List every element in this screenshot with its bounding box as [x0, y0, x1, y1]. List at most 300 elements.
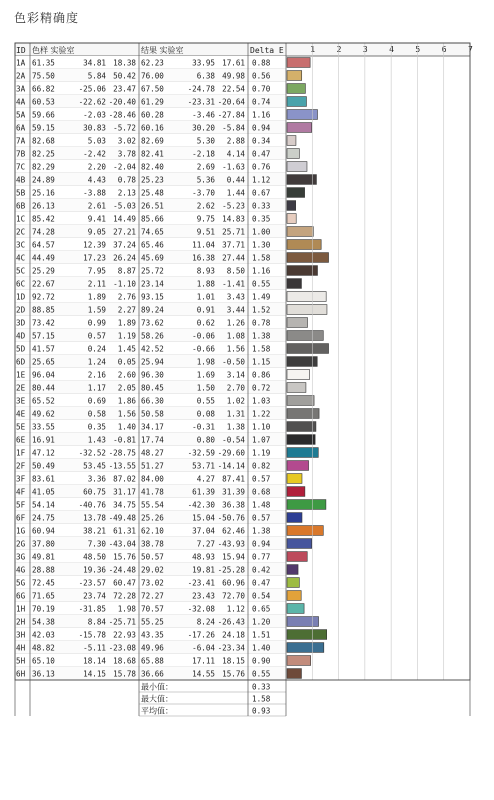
header-id: ID — [16, 46, 26, 55]
row-ref-b: -2.04 — [113, 162, 136, 172]
delta-e-bar — [287, 396, 314, 406]
row-ref-a: 13.78 — [83, 513, 106, 523]
row-meas-a: 11.04 — [192, 240, 215, 250]
row-meas-b: -5.84 — [222, 123, 245, 133]
row-ref-a: 48.50 — [83, 552, 106, 562]
row-meas-l: 76.00 — [141, 71, 164, 81]
row-ref-b: -5.72 — [113, 123, 136, 133]
row-meas-a: 1.50 — [196, 383, 215, 393]
delta-e-bar — [287, 253, 329, 263]
row-delta-e: 0.70 — [252, 84, 271, 94]
row-ref-b: 15.76 — [113, 552, 136, 562]
row-ref-b: 61.31 — [113, 526, 136, 536]
delta-e-bar — [287, 383, 306, 393]
row-delta-e: 1.38 — [252, 331, 271, 341]
row-ref-a: -23.57 — [78, 578, 106, 588]
row-ref-b: -43.04 — [108, 539, 136, 549]
row-ref-b: 1.45 — [117, 344, 136, 354]
row-meas-b: -14.14 — [217, 461, 245, 471]
row-ref-a: 34.81 — [83, 58, 106, 68]
row-meas-a: 53.71 — [192, 461, 215, 471]
row-ref-a: -22.62 — [78, 97, 106, 107]
row-meas-a: 1.69 — [196, 370, 215, 380]
row-meas-b: 62.46 — [222, 526, 245, 536]
row-meas-l: 67.50 — [141, 84, 164, 94]
row-ref-b: -49.48 — [108, 513, 136, 523]
delta-e-bar — [287, 500, 326, 510]
row-delta-e: 1.30 — [252, 240, 271, 250]
row-ref-b: 22.93 — [113, 630, 136, 640]
row-id: 7A — [16, 136, 26, 146]
row-ref-a: 14.15 — [83, 669, 106, 679]
row-ref-b: 1.19 — [117, 331, 136, 341]
row-meas-a: 8.24 — [196, 617, 215, 627]
row-ref-l: 49.81 — [32, 552, 55, 562]
delta-e-bar — [287, 240, 321, 250]
row-ref-l: 80.44 — [32, 383, 55, 393]
delta-e-bar — [287, 552, 307, 562]
row-meas-b: 3.44 — [226, 305, 245, 315]
delta-e-bar — [287, 266, 317, 276]
row-ref-b: -13.55 — [108, 461, 136, 471]
row-ref-l: 65.10 — [32, 656, 55, 666]
row-delta-e: 0.42 — [252, 565, 271, 575]
row-ref-l: 50.49 — [32, 461, 55, 471]
row-meas-a: 17.11 — [192, 656, 215, 666]
row-id: 6E — [16, 435, 26, 445]
row-meas-b: 2.70 — [226, 383, 245, 393]
delta-e-bar — [287, 162, 307, 172]
row-delta-e: 0.94 — [252, 539, 271, 549]
row-id: 7C — [16, 162, 26, 172]
row-meas-a: 37.04 — [192, 526, 215, 536]
row-meas-b: 1.02 — [226, 396, 245, 406]
row-meas-a: 0.55 — [196, 396, 215, 406]
row-meas-l: 60.16 — [141, 123, 164, 133]
row-meas-a: 0.62 — [196, 318, 215, 328]
delta-e-bar — [287, 97, 306, 107]
footer-min-value: 0.33 — [252, 682, 271, 692]
row-ref-a: 30.83 — [83, 123, 106, 133]
row-delta-e: 1.52 — [252, 305, 271, 315]
row-ref-a: 3.36 — [87, 474, 106, 484]
row-meas-a: -6.04 — [192, 643, 215, 653]
row-ref-l: 60.94 — [32, 526, 55, 536]
row-delta-e: 0.35 — [252, 214, 271, 224]
row-meas-b: 1.56 — [226, 344, 245, 354]
row-ref-b: -23.08 — [108, 643, 136, 653]
row-meas-b: 22.54 — [222, 84, 245, 94]
row-meas-a: -23.31 — [187, 97, 215, 107]
delta-e-bar — [287, 84, 305, 94]
row-ref-a: -25.06 — [78, 84, 106, 94]
row-delta-e: 0.47 — [252, 149, 271, 159]
row-id: 3D — [16, 318, 26, 328]
row-meas-b: 2.88 — [226, 136, 245, 146]
row-ref-b: 14.49 — [113, 214, 136, 224]
row-id: 4B — [16, 175, 26, 185]
row-meas-a: 7.27 — [196, 539, 215, 549]
row-ref-b: 87.02 — [113, 474, 136, 484]
delta-e-bar — [287, 279, 301, 289]
row-id: 2G — [16, 539, 26, 549]
row-delta-e: 0.55 — [252, 279, 271, 289]
delta-e-bar — [287, 344, 329, 354]
row-ref-l: 60.53 — [32, 97, 55, 107]
row-delta-e: 1.22 — [252, 409, 271, 419]
row-meas-a: -42.30 — [187, 500, 215, 510]
row-meas-l: 66.30 — [141, 396, 164, 406]
row-meas-a: 1.98 — [196, 357, 215, 367]
row-id: 1A — [16, 58, 26, 68]
row-ref-b: -5.03 — [113, 201, 136, 211]
row-meas-l: 42.52 — [141, 344, 164, 354]
row-delta-e: 0.47 — [252, 578, 271, 588]
row-ref-a: 8.84 — [87, 617, 106, 627]
row-ref-a: 4.43 — [87, 175, 106, 185]
row-ref-l: 54.14 — [32, 500, 55, 510]
row-meas-a: 2.69 — [196, 162, 215, 172]
row-id: 6D — [16, 357, 26, 367]
row-delta-e: 1.12 — [252, 175, 271, 185]
row-meas-b: 15.76 — [222, 669, 245, 679]
x-tick-label: 7 — [468, 45, 473, 54]
row-meas-a: -0.66 — [192, 344, 215, 354]
row-meas-b: 24.18 — [222, 630, 245, 640]
row-meas-l: 25.72 — [141, 266, 164, 276]
row-meas-b: 1.38 — [226, 422, 245, 432]
delta-e-bar — [287, 630, 327, 640]
row-ref-b: -24.48 — [108, 565, 136, 575]
row-meas-l: 82.41 — [141, 149, 164, 159]
row-delta-e: 1.07 — [252, 435, 271, 445]
row-ref-a: 0.58 — [87, 409, 106, 419]
x-tick-label: 3 — [362, 45, 368, 54]
row-ref-a: -31.85 — [78, 604, 106, 614]
row-meas-l: 38.78 — [141, 539, 164, 549]
row-ref-a: 1.24 — [87, 357, 106, 367]
row-meas-a: 6.38 — [196, 71, 215, 81]
row-ref-l: 25.29 — [32, 266, 55, 276]
row-meas-b: -20.64 — [217, 97, 245, 107]
row-delta-e: 0.56 — [252, 71, 271, 81]
row-ref-b: 18.38 — [113, 58, 136, 68]
x-tick-label: 1 — [310, 45, 316, 54]
row-id: 3H — [16, 630, 26, 640]
row-ref-l: 88.85 — [32, 305, 55, 315]
row-ref-b: 72.28 — [113, 591, 136, 601]
row-ref-a: -2.42 — [83, 149, 106, 159]
row-meas-b: 60.96 — [222, 578, 245, 588]
row-meas-b: -5.23 — [222, 201, 245, 211]
row-delta-e: 1.19 — [252, 448, 271, 458]
row-ref-a: 38.21 — [83, 526, 106, 536]
delta-e-bar — [287, 448, 318, 458]
row-ref-l: 25.16 — [32, 188, 55, 198]
row-ref-a: 18.14 — [83, 656, 106, 666]
row-ref-a: 1.89 — [87, 292, 106, 302]
x-tick-label: 5 — [415, 45, 421, 54]
row-meas-b: 1.08 — [226, 331, 245, 341]
row-ref-a: 0.99 — [87, 318, 106, 328]
row-ref-b: 3.02 — [117, 136, 136, 146]
row-id: 4G — [16, 565, 26, 575]
row-meas-a: 0.08 — [196, 409, 215, 419]
row-id: 6C — [16, 279, 26, 289]
row-ref-a: 1.43 — [87, 435, 106, 445]
row-meas-b: 36.38 — [222, 500, 245, 510]
row-id: 6B — [16, 201, 26, 211]
row-meas-l: 29.02 — [141, 565, 164, 575]
row-meas-a: -32.59 — [187, 448, 215, 458]
delta-e-bar — [287, 669, 301, 679]
row-meas-l: 93.15 — [141, 292, 164, 302]
row-ref-b: 18.68 — [113, 656, 136, 666]
row-ref-a: 5.03 — [87, 136, 106, 146]
row-id: 3G — [16, 552, 26, 562]
row-ref-l: 16.91 — [32, 435, 55, 445]
row-ref-a: 5.84 — [87, 71, 106, 81]
row-meas-b: 1.44 — [226, 188, 245, 198]
row-ref-l: 64.57 — [32, 240, 55, 250]
row-meas-l: 25.94 — [141, 357, 164, 367]
footer-min-label: 最小值： — [141, 682, 173, 692]
row-delta-e: 0.34 — [252, 136, 271, 146]
row-meas-l: 50.57 — [141, 552, 164, 562]
row-ref-b: 15.78 — [113, 669, 136, 679]
row-ref-l: 54.38 — [32, 617, 55, 627]
row-meas-b: 14.83 — [222, 214, 245, 224]
row-meas-l: 62.23 — [141, 58, 164, 68]
row-delta-e: 0.55 — [252, 669, 271, 679]
row-id: 5C — [16, 266, 26, 276]
row-ref-b: 2.13 — [117, 188, 136, 198]
row-id: 5D — [16, 344, 26, 354]
row-meas-a: 30.20 — [192, 123, 215, 133]
row-ref-a: 9.41 — [87, 214, 106, 224]
row-ref-a: 53.45 — [83, 461, 106, 471]
delta-e-bar — [287, 71, 302, 81]
row-meas-a: 9.51 — [196, 227, 215, 237]
delta-e-bar — [287, 149, 299, 159]
row-ref-l: 59.66 — [32, 110, 55, 120]
header-measured: 结果 实验室 — [141, 46, 184, 55]
row-delta-e: 1.38 — [252, 526, 271, 536]
row-meas-l: 82.40 — [141, 162, 164, 172]
row-delta-e: 1.49 — [252, 292, 271, 302]
row-meas-l: 61.29 — [141, 97, 164, 107]
row-id: 5E — [16, 422, 26, 432]
row-meas-l: 45.69 — [141, 253, 164, 263]
row-id: 4E — [16, 409, 26, 419]
row-meas-b: -23.34 — [217, 643, 245, 653]
delta-e-bar — [287, 370, 310, 380]
row-meas-b: -50.76 — [217, 513, 245, 523]
row-delta-e: 0.67 — [252, 188, 271, 198]
row-ref-l: 66.82 — [32, 84, 55, 94]
row-ref-b: -20.40 — [108, 97, 136, 107]
row-meas-l: 55.25 — [141, 617, 164, 627]
row-meas-b: 1.31 — [226, 409, 245, 419]
row-meas-l: 62.10 — [141, 526, 164, 536]
row-meas-l: 60.28 — [141, 110, 164, 120]
row-id: 2A — [16, 71, 26, 81]
delta-e-bar — [287, 305, 327, 315]
row-ref-a: -32.52 — [78, 448, 106, 458]
row-meas-a: 15.04 — [192, 513, 215, 523]
row-meas-a: -32.08 — [187, 604, 215, 614]
row-ref-l: 75.50 — [32, 71, 55, 81]
row-delta-e: 0.94 — [252, 123, 271, 133]
row-id: 3A — [16, 84, 26, 94]
row-ref-l: 24.89 — [32, 175, 55, 185]
delta-e-bar — [287, 513, 302, 523]
delta-e-bar — [287, 643, 324, 653]
x-tick-label: 4 — [389, 45, 394, 54]
row-meas-b: -26.43 — [217, 617, 245, 627]
row-id: 1E — [16, 370, 26, 380]
row-id: 5A — [16, 110, 26, 120]
row-meas-a: 19.81 — [192, 565, 215, 575]
row-ref-a: 1.59 — [87, 305, 106, 315]
row-ref-l: 49.62 — [32, 409, 55, 419]
delta-e-bar — [287, 591, 301, 601]
row-delta-e: 0.76 — [252, 162, 271, 172]
row-meas-a: 0.80 — [196, 435, 215, 445]
row-meas-a: -23.41 — [187, 578, 215, 588]
delta-e-bar — [287, 136, 296, 146]
row-meas-a: 2.62 — [196, 201, 215, 211]
row-delta-e: 0.54 — [252, 591, 271, 601]
row-meas-b: -1.41 — [222, 279, 245, 289]
row-id: 2E — [16, 383, 26, 393]
row-ref-l: 41.57 — [32, 344, 55, 354]
row-meas-b: 31.39 — [222, 487, 245, 497]
row-ref-a: 60.75 — [83, 487, 106, 497]
row-ref-a: 0.57 — [87, 331, 106, 341]
row-ref-a: 2.20 — [87, 162, 106, 172]
row-id: 4D — [16, 331, 26, 341]
delta-e-bar — [287, 409, 319, 419]
row-ref-b: -1.10 — [113, 279, 136, 289]
x-tick-label: 2 — [336, 45, 342, 54]
row-ref-a: -3.88 — [83, 188, 106, 198]
row-meas-b: -29.60 — [217, 448, 245, 458]
row-meas-a: -17.26 — [187, 630, 215, 640]
delta-e-bar — [287, 604, 304, 614]
row-id: 4A — [16, 97, 26, 107]
row-id: 3E — [16, 396, 26, 406]
row-meas-l: 84.00 — [141, 474, 164, 484]
row-ref-l: 61.35 — [32, 58, 55, 68]
row-meas-l: 65.46 — [141, 240, 164, 250]
row-id: 2C — [16, 227, 26, 237]
row-meas-l: 73.62 — [141, 318, 164, 328]
row-meas-l: 25.23 — [141, 175, 164, 185]
row-ref-b: 26.24 — [113, 253, 136, 263]
row-meas-a: 5.36 — [196, 175, 215, 185]
row-meas-l: 43.35 — [141, 630, 164, 640]
row-ref-b: 34.75 — [113, 500, 136, 510]
row-meas-b: 1.12 — [226, 604, 245, 614]
delta-e-bar — [287, 578, 299, 588]
row-id: 4C — [16, 253, 26, 263]
row-ref-l: 92.72 — [32, 292, 55, 302]
row-ref-a: 9.05 — [87, 227, 106, 237]
row-delta-e: 1.15 — [252, 357, 271, 367]
row-meas-b: -25.28 — [217, 565, 245, 575]
row-ref-a: -5.11 — [83, 643, 106, 653]
row-ref-l: 65.52 — [32, 396, 55, 406]
row-ref-l: 37.80 — [32, 539, 55, 549]
row-delta-e: 1.10 — [252, 422, 271, 432]
row-ref-b: 2.60 — [117, 370, 136, 380]
row-ref-b: 23.47 — [113, 84, 136, 94]
row-ref-b: 31.17 — [113, 487, 136, 497]
row-meas-b: -0.54 — [222, 435, 245, 445]
delta-e-bar — [287, 357, 317, 367]
row-meas-l: 58.26 — [141, 331, 164, 341]
row-id: 3F — [16, 474, 26, 484]
delta-e-bar — [287, 539, 312, 549]
delta-e-bar — [287, 123, 312, 133]
row-ref-b: 3.78 — [117, 149, 136, 159]
row-meas-b: 4.14 — [226, 149, 245, 159]
row-ref-l: 48.82 — [32, 643, 55, 653]
row-meas-l: 65.88 — [141, 656, 164, 666]
row-id: 1H — [16, 604, 26, 614]
row-delta-e: 0.88 — [252, 58, 271, 68]
row-ref-a: 0.69 — [87, 396, 106, 406]
delta-e-bar — [287, 435, 315, 445]
row-ref-b: 1.86 — [117, 396, 136, 406]
row-delta-e: 0.65 — [252, 604, 271, 614]
page-title: 色彩精确度 — [14, 11, 80, 25]
row-meas-b: -0.50 — [222, 357, 245, 367]
row-ref-b: 1.56 — [117, 409, 136, 419]
row-id: 6G — [16, 591, 26, 601]
row-ref-l: 33.55 — [32, 422, 55, 432]
row-meas-a: 16.38 — [192, 253, 215, 263]
row-meas-a: 1.88 — [196, 279, 215, 289]
row-delta-e: 1.51 — [252, 630, 271, 640]
row-ref-a: -40.76 — [78, 500, 106, 510]
row-meas-l: 48.27 — [141, 448, 164, 458]
row-ref-a: 2.11 — [87, 279, 106, 289]
row-ref-a: -15.78 — [78, 630, 106, 640]
row-meas-b: 8.50 — [226, 266, 245, 276]
footer-max-value: 1.58 — [252, 694, 271, 704]
row-meas-l: 49.96 — [141, 643, 164, 653]
delta-e-bar — [287, 526, 323, 536]
row-ref-l: 72.45 — [32, 578, 55, 588]
row-meas-l: 25.48 — [141, 188, 164, 198]
header-reference: 色样 实验室 — [32, 46, 75, 55]
row-meas-a: 61.39 — [192, 487, 215, 497]
row-delta-e: 1.58 — [252, 253, 271, 263]
row-ref-l: 24.75 — [32, 513, 55, 523]
row-ref-a: 23.74 — [83, 591, 106, 601]
row-delta-e: 0.78 — [252, 318, 271, 328]
row-meas-l: 80.45 — [141, 383, 164, 393]
delta-e-bar — [287, 227, 313, 237]
row-delta-e: 0.90 — [252, 656, 271, 666]
row-ref-a: 0.24 — [87, 344, 106, 354]
row-ref-l: 82.68 — [32, 136, 55, 146]
delta-e-bar — [287, 331, 323, 341]
row-delta-e: 0.57 — [252, 474, 271, 484]
row-id: 6A — [16, 123, 26, 133]
